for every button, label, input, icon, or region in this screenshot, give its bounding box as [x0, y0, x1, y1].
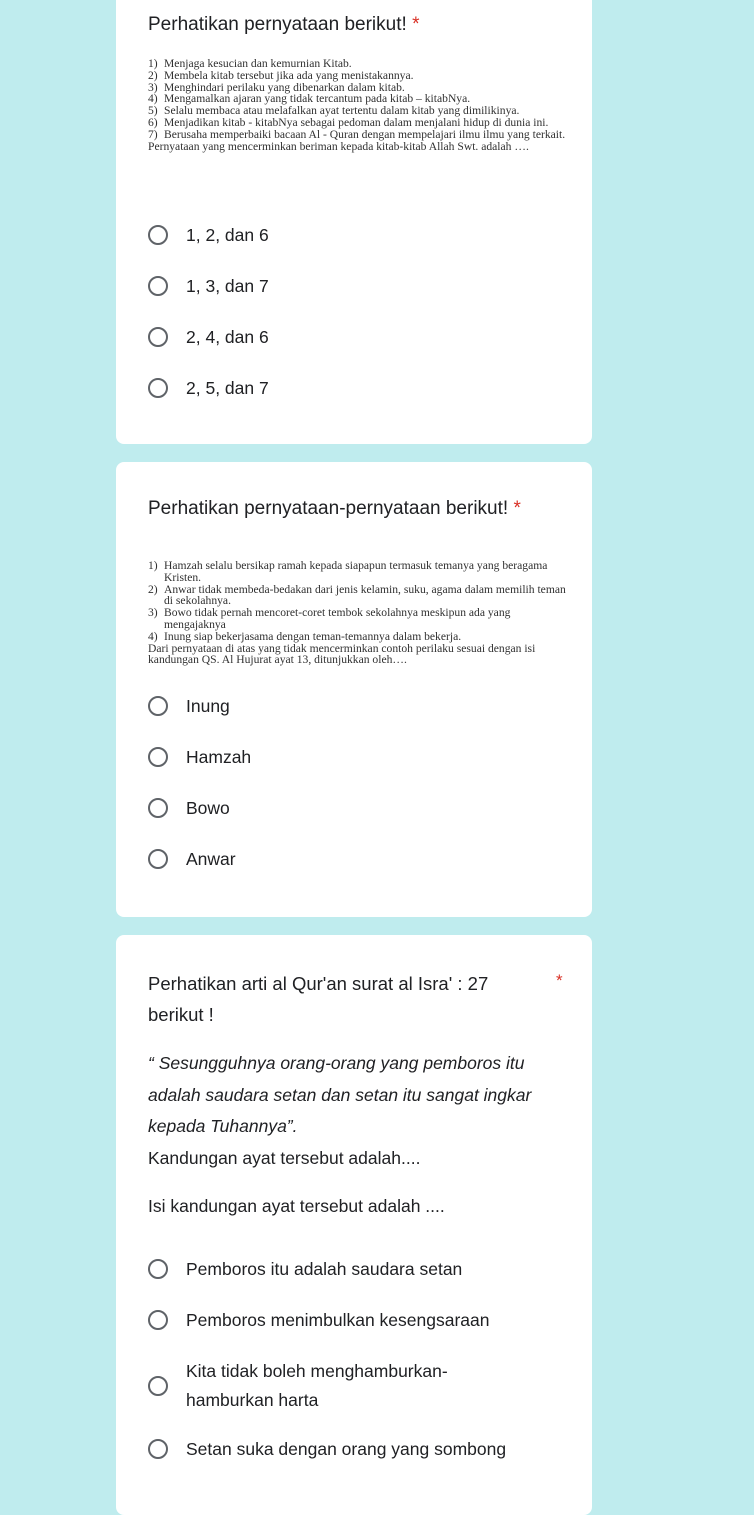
radio-button[interactable]	[148, 747, 168, 767]
option-tidak-menghamburkan-harta[interactable]	[148, 1357, 516, 1415]
statement-item: 2) Membela kitab tersebut jika ada yang menistakannya.	[148, 68, 414, 82]
option-bowo[interactable]	[148, 794, 230, 822]
required-asterisk: *	[513, 498, 521, 519]
statement-item: 2) Anwar tidak membeda-bedakan dari jenis kelamin, suku, agama dalam memilih teman di sekolahnya.	[148, 582, 566, 608]
quote-follow-text: Kandungan ayat tersebut adalah....	[148, 1147, 421, 1168]
statement-block	[148, 560, 568, 666]
statement-item: 1) Hamzah selalu bersikap ramah kepada siapapun termasuk temanya yang beragama Kristen.	[148, 559, 548, 584]
option-label: 2, 5, dan 7	[186, 378, 269, 398]
option-label: Pemboros menimbulkan kesengsaraan	[186, 1310, 490, 1330]
radio-button[interactable]	[148, 849, 168, 869]
statement-item: 7) Berusaha memperbaiki bacaan Al - Quran dengan mempelajari ilmu ilmu yang terkait.	[148, 127, 566, 141]
option-pemboros-saudara-setan[interactable]	[148, 1255, 462, 1283]
question-title	[148, 968, 558, 1030]
required-asterisk: *	[556, 971, 563, 990]
question-prompt: Isi kandungan ayat tersebut adalah ....	[148, 1196, 445, 1216]
option-1-3-7[interactable]	[148, 272, 269, 300]
radio-button[interactable]	[148, 378, 168, 398]
option-hamzah[interactable]	[148, 743, 251, 771]
question-card-2	[116, 462, 592, 917]
question-title	[148, 12, 568, 38]
option-label: Setan suka dengan orang yang sombong	[186, 1439, 507, 1459]
statement-item: 3) Menghindari perilaku yang dibenarkan dalam kitab.	[148, 80, 405, 94]
question-description	[148, 1048, 568, 1174]
statement-block	[148, 58, 568, 152]
statement-item: 5) Selalu membaca atau melafalkan ayat tertentu dalam kitab yang dimilikinya.	[148, 104, 520, 118]
required-asterisk: *	[412, 14, 420, 35]
question-title-text: Perhatikan pernyataan-pernyataan berikut!	[148, 498, 509, 519]
radio-button[interactable]	[148, 798, 168, 818]
option-label: 2, 4, dan 6	[186, 327, 269, 347]
option-label: 1, 3, dan 7	[186, 276, 269, 296]
option-label: Bowo	[186, 798, 230, 818]
option-1-2-6[interactable]	[148, 221, 269, 249]
option-inung[interactable]	[148, 692, 230, 720]
statement-item: 4) Mengamalkan ajaran yang tidak tercantum pada kitab – kitabNya.	[148, 92, 471, 106]
statement-item: 4) Inung siap bekerjasama dengan teman-temannya dalam bekerja.	[148, 629, 462, 643]
option-anwar[interactable]	[148, 845, 236, 873]
statement-item: 1) Menjaga kesucian dan kemurnian Kitab.	[148, 57, 352, 70]
question-title	[148, 496, 568, 522]
question-title-line: Perhatikan arti al Qur'an surat al Isra' : 27	[148, 973, 489, 994]
radio-button[interactable]	[148, 696, 168, 716]
question-prompt: Dari pernyataan di atas yang tidak mencerminkan contoh perilaku sesuai dengan isi kandungan QS. Al Hujurat ayat 13, ditunjukkan oleh….	[148, 641, 536, 667]
radio-button[interactable]	[148, 1259, 168, 1279]
statement-item: 3) Bowo tidak pernah mencoret-coret tembok sekolahnya meskipun ada yang mengajaknya	[148, 606, 511, 631]
statement-item: 6) Menjadikan kitab - kitabNya sebagai pedoman dalam menjalani hidup di dunia ini.	[148, 115, 549, 129]
question-prompt: Pernyataan yang mencerminkan beriman kepada kitab-kitab Allah Swt. adalah ….	[148, 139, 529, 153]
option-label: Hamzah	[186, 747, 252, 767]
option-2-4-6[interactable]	[148, 323, 269, 351]
option-pemboros-kesengsaraan[interactable]	[148, 1306, 490, 1334]
quote-text: “ Sesungguhnya orang-orang yang pemboros itu adalah saudara setan dan setan itu sangat ingkar kepada Tuhannya”.	[148, 1053, 532, 1136]
radio-button[interactable]	[148, 1439, 168, 1459]
option-label: Inung	[186, 696, 230, 716]
question-title-text: Perhatikan pernyataan berikut!	[148, 14, 407, 35]
radio-button[interactable]	[148, 327, 168, 347]
option-label: Kita tidak boleh menghamburkan-hamburkan harta	[186, 1361, 448, 1410]
option-label: Anwar	[186, 849, 236, 869]
question-card-1	[116, 0, 592, 444]
radio-button[interactable]	[148, 1376, 168, 1396]
radio-button[interactable]	[148, 225, 168, 245]
option-label: Pemboros itu adalah saudara setan	[186, 1259, 463, 1279]
question-card-3	[116, 935, 592, 1515]
option-label: 1, 2, dan 6	[186, 225, 269, 245]
question-title-line: berikut !	[148, 1004, 214, 1025]
option-setan-suka-sombong[interactable]	[148, 1435, 506, 1463]
radio-button[interactable]	[148, 276, 168, 296]
radio-button[interactable]	[148, 1310, 168, 1330]
option-2-5-7[interactable]	[148, 374, 269, 402]
